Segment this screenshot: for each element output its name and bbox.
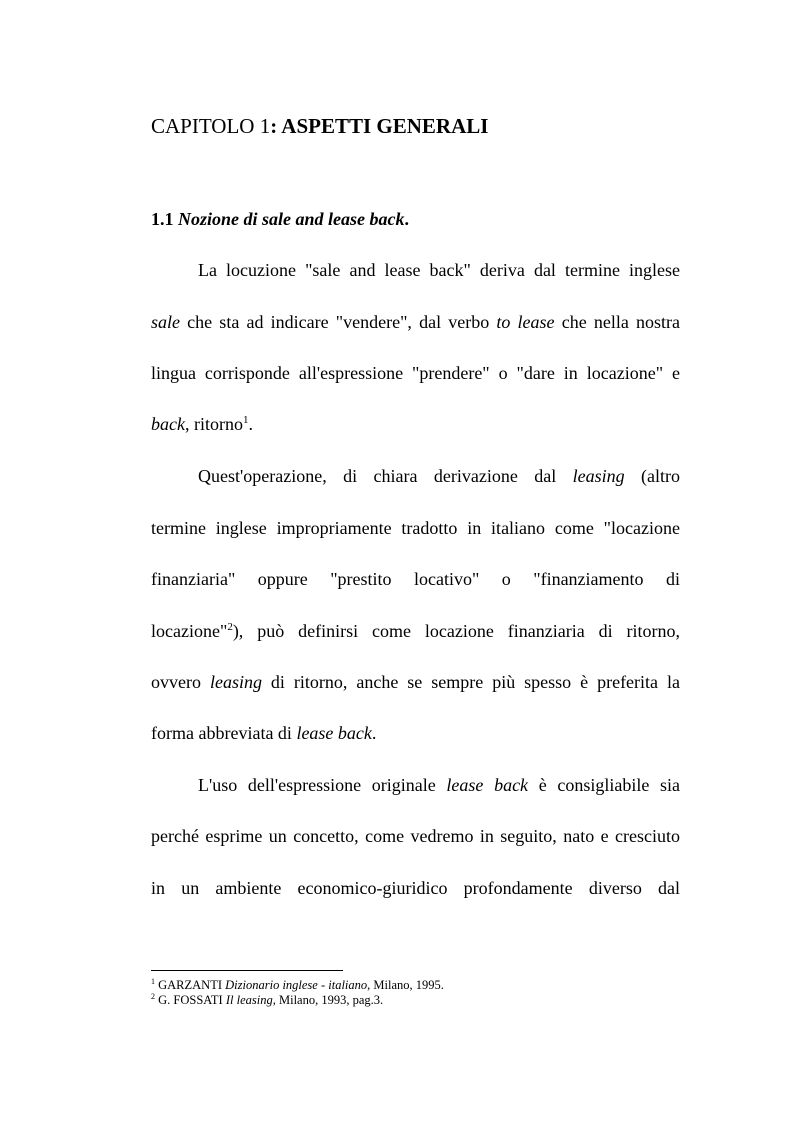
body-line-13 (151, 876, 680, 900)
text: lingua corrisponde all'espressione "prendere" o "dare in locazione" e (151, 363, 680, 383)
text: , ritorno (184, 414, 243, 434)
footnote-1 (151, 978, 444, 993)
section-heading (151, 207, 409, 231)
text: L'uso dell'espressione originale (198, 775, 447, 795)
footnote-ref-1[interactable]: 1 (242, 414, 249, 426)
italic-term: leasing (209, 672, 262, 692)
italic-title: Dizionario inglese - italiano (225, 978, 368, 992)
italic-term: leasing (572, 466, 625, 486)
body-line-12 (151, 824, 680, 848)
text: locazione" (151, 621, 228, 641)
text: è consigliabile sia (528, 775, 680, 795)
text: che sta ad indicare "vendere", dal verbo (180, 312, 497, 332)
section-dot: . (404, 209, 409, 229)
footnote-number: 1 (151, 976, 155, 986)
italic-title: Il leasing, (225, 993, 276, 1007)
chapter-title: : ASPETTI GENERALI (270, 114, 489, 138)
text: , Milano, 1995. (367, 978, 444, 992)
text: (altro (624, 466, 680, 486)
text: che nella nostra (554, 312, 680, 332)
text: ovvero (151, 672, 210, 692)
text: G. FOSSATI (155, 993, 226, 1007)
body-line-9 (151, 670, 680, 694)
body-line-4 (151, 412, 680, 436)
text: . (371, 723, 377, 743)
chapter-number: CAPITOLO 1 (151, 114, 271, 138)
text: forma abbreviata di (151, 723, 297, 743)
body-line-11 (151, 773, 680, 797)
body-line-2 (151, 310, 680, 334)
text: in un ambiente economico-giuridico profondamente diverso dal (151, 878, 680, 898)
italic-term: sale (151, 312, 180, 332)
text: termine inglese impropriamente tradotto in italiano come "locazione (151, 518, 680, 538)
text: di ritorno, anche se sempre più spesso è preferita la (261, 672, 680, 692)
section-title: Nozione di sale and lease back (178, 209, 405, 229)
text: . (248, 414, 253, 434)
footnote-number: 2 (151, 991, 155, 1001)
italic-term: back (151, 414, 185, 434)
text: La locuzione "sale and lease back" deriva dal termine inglese (198, 260, 680, 280)
body-line-5 (151, 464, 680, 488)
text: ), può definirsi come locazione finanziaria di ritorno, (232, 621, 680, 641)
italic-term: lease back (296, 723, 372, 743)
section-number: 1.1 (151, 209, 178, 229)
chapter-heading (151, 113, 488, 139)
body-line-1 (151, 258, 680, 282)
text: Quest'operazione, di chiara derivazione dal (198, 466, 573, 486)
italic-term: to lease (496, 312, 555, 332)
text: perché esprime un concetto, come vedremo in seguito, nato e cresciuto (151, 826, 680, 846)
body-line-7 (151, 567, 680, 591)
text: Milano, 1993, pag.3. (275, 993, 384, 1007)
footnote-2 (151, 993, 383, 1008)
footnote-divider (151, 970, 343, 971)
body-line-10 (151, 721, 680, 745)
italic-term: lease back (446, 775, 529, 795)
text: GARZANTI (155, 978, 226, 992)
body-line-8 (151, 619, 680, 643)
body-line-3 (151, 361, 680, 385)
text: finanziaria" oppure "prestito locativo" o "finanziamento di (151, 569, 680, 589)
footnote-ref-2[interactable]: 2 (227, 621, 233, 633)
body-line-6 (151, 516, 680, 540)
